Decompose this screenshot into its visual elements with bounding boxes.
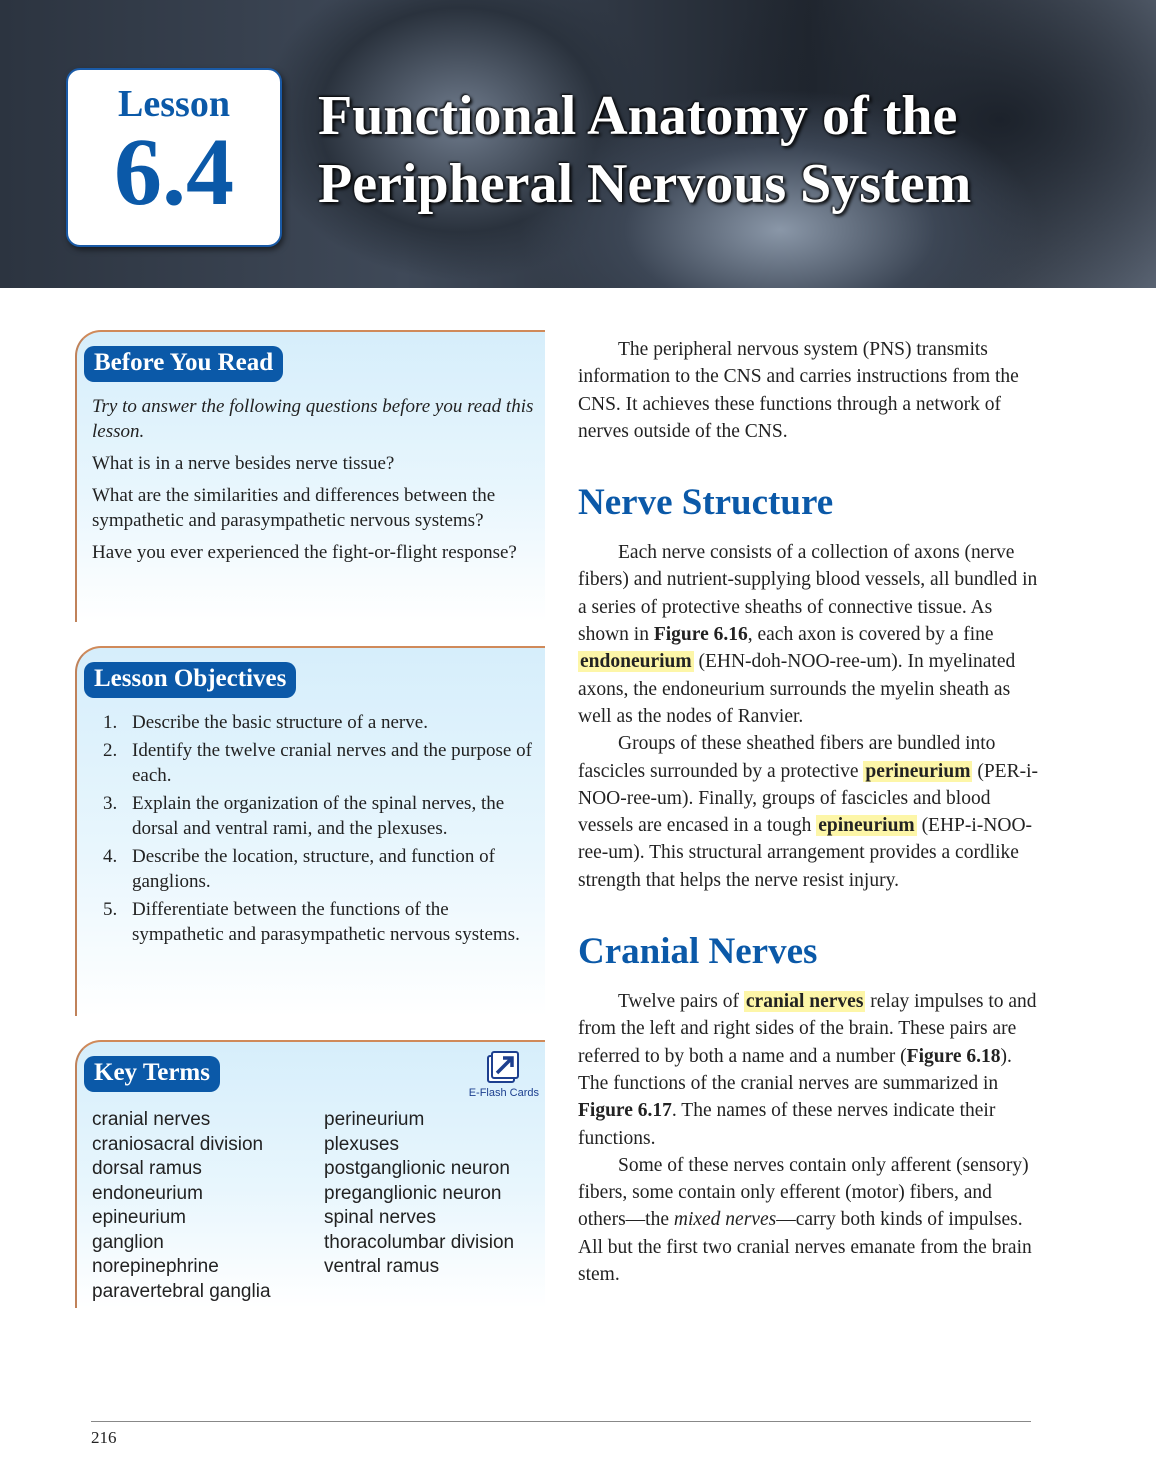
lesson-number: 6.4 <box>114 118 234 225</box>
key-term-highlight: perineurium <box>865 760 971 782</box>
text-segment: ). The functions of the cranial nerves are summarized in <box>578 1045 1012 1094</box>
key-term: endoneurium <box>92 1182 203 1204</box>
question: What is in a nerve besides nerve tissue? <box>92 453 395 474</box>
item-text: Differentiate between the functions of the sympathetic and parasympathetic nervous systems. <box>132 899 520 945</box>
item-text: Describe the basic structure of a nerve. <box>132 712 428 733</box>
terms-column <box>324 1108 556 1304</box>
lesson-label: Lesson <box>118 83 230 125</box>
key-term: perineurium <box>324 1109 425 1130</box>
key-term: paravertebral ganglia <box>92 1280 271 1302</box>
key-term: spinal nerves <box>324 1207 436 1228</box>
key-term: ganglion <box>92 1231 164 1253</box>
figure-reference: Figure 6.17 <box>578 1100 672 1122</box>
title-line: Functional Anatomy of the <box>318 85 958 147</box>
section-heading: Nerve Structure <box>578 482 834 524</box>
e-flash-cards-label: E-Flash Cards <box>468 1087 539 1099</box>
item-number: 5. <box>103 899 118 920</box>
section-heading: Cranial Nerves <box>578 931 818 973</box>
key-term: epineurium <box>92 1207 186 1228</box>
item-number: 1. <box>103 712 118 733</box>
list-item <box>92 738 545 788</box>
item-number: 3. <box>103 793 118 814</box>
item-text: Describe the location, structure, and function of ganglions. <box>132 846 495 892</box>
paragraph <box>578 336 1038 445</box>
main-text <box>578 336 1038 1288</box>
item-number: 4. <box>103 846 118 867</box>
key-term: postganglionic neuron <box>324 1158 510 1179</box>
section-heading: Before You Read <box>84 346 283 382</box>
external-link-icon <box>486 1050 522 1084</box>
list-item <box>92 791 545 841</box>
section-heading: Lesson Objectives <box>84 662 296 698</box>
text-segment: relay impulses to and from the left and right sides of the brain. These pairs are referred to by both a name and a number ( <box>578 991 1037 1067</box>
paragraph <box>578 539 1038 730</box>
item-number: 2. <box>103 740 118 761</box>
paragraph <box>578 988 1038 1152</box>
page-title <box>318 82 971 218</box>
key-term: craniosacral division <box>92 1133 264 1155</box>
text-segment: (PER-i-NOO-ree-um). Finally, groups of fascicles and blood vessels are encased in a tough <box>578 760 1038 837</box>
text-segment: mixed nerves <box>673 1209 777 1231</box>
key-term-highlight: epineurium <box>818 815 915 837</box>
key-term: preganglionic neuron <box>324 1182 502 1204</box>
key-term: cranial nerves <box>92 1109 211 1130</box>
list-item <box>92 710 545 735</box>
text-segment: —carry both kinds of impulses. All but the first two cranial nerves emanate from the brain stem. <box>578 1209 1032 1286</box>
terms-column <box>92 1108 324 1304</box>
question: What are the similarities and differences between the sympathetic and parasympathetic nervous systems? <box>92 485 496 531</box>
key-term: thoracolumbar division <box>324 1231 515 1253</box>
page-number: 216 <box>91 1428 117 1447</box>
section-heading: Key Terms <box>84 1056 220 1092</box>
text-segment: , each axon is covered by a fine <box>747 624 994 646</box>
key-term: dorsal ramus <box>92 1158 202 1179</box>
key-term-highlight: cranial nerves <box>745 991 864 1013</box>
objectives-list <box>92 710 545 947</box>
key-terms-list <box>92 1108 545 1304</box>
item-text: Explain the organization of the spinal nerves, the dorsal and ventral rami, and the plexuses. <box>132 793 505 839</box>
figure-reference: Figure 6.16 <box>653 624 748 646</box>
title-line: Peripheral Nervous System <box>318 153 972 215</box>
key-terms-box <box>75 1040 545 1308</box>
question: Have you ever experienced the fight-or-flight response? <box>92 542 517 563</box>
key-term: ventral ramus <box>324 1256 440 1277</box>
text-segment: Twelve pairs of <box>618 991 744 1013</box>
text-segment: Each nerve consists of a collection of axons (nerve fibers) and nutrient-supplying blood vessels, all bundled in a series of protective sheaths of connective tissue. As shown in <box>578 542 1038 646</box>
intro-text: Try to answer the following questions before you read this lesson. <box>92 396 534 442</box>
footer-divider <box>91 1421 1031 1422</box>
text-segment: . The names of these nerves indicate their functions. <box>578 1100 996 1149</box>
item-text: Identify the twelve cranial nerves and the purpose of each. <box>132 740 532 786</box>
lesson-badge <box>66 68 282 247</box>
key-term-highlight: endoneurium <box>580 651 692 673</box>
header-banner <box>0 0 1156 288</box>
text-segment: Some of these nerves contain only afferent (sensory) fibers, some contain only efferent (motor) fibers, and others—the <box>578 1154 1029 1231</box>
e-flash-cards-button[interactable] <box>469 1050 539 1099</box>
figure-reference: Figure 6.18 <box>906 1045 1001 1067</box>
text-segment: (EHN-doh-NOO-ree-um). In myelinated axons, the endoneurium surrounds the myelin sheath as well as the nodes of Ranvier. <box>578 651 1016 727</box>
paragraph <box>578 730 1038 894</box>
list-item <box>92 897 545 947</box>
text-segment: (EHP-i-NOO-ree-um). This structural arrangement provides a cordlike strength that helps the nerve resist injury. <box>578 815 1033 891</box>
key-term: norepinephrine <box>92 1256 219 1277</box>
text-segment: The peripheral nervous system (PNS) transmits information to the CNS and carries instructions from the CNS. It achieves these functions through a network of nerves outside of the CNS. <box>578 339 1019 442</box>
text-segment: Groups of these sheathed fibers are bundled into fascicles surrounded by a protective <box>578 733 996 782</box>
list-item <box>92 844 545 894</box>
before-you-read-box <box>75 330 545 622</box>
lesson-objectives-box <box>75 646 545 1016</box>
key-term: plexuses <box>324 1133 399 1155</box>
paragraph <box>578 1152 1038 1288</box>
